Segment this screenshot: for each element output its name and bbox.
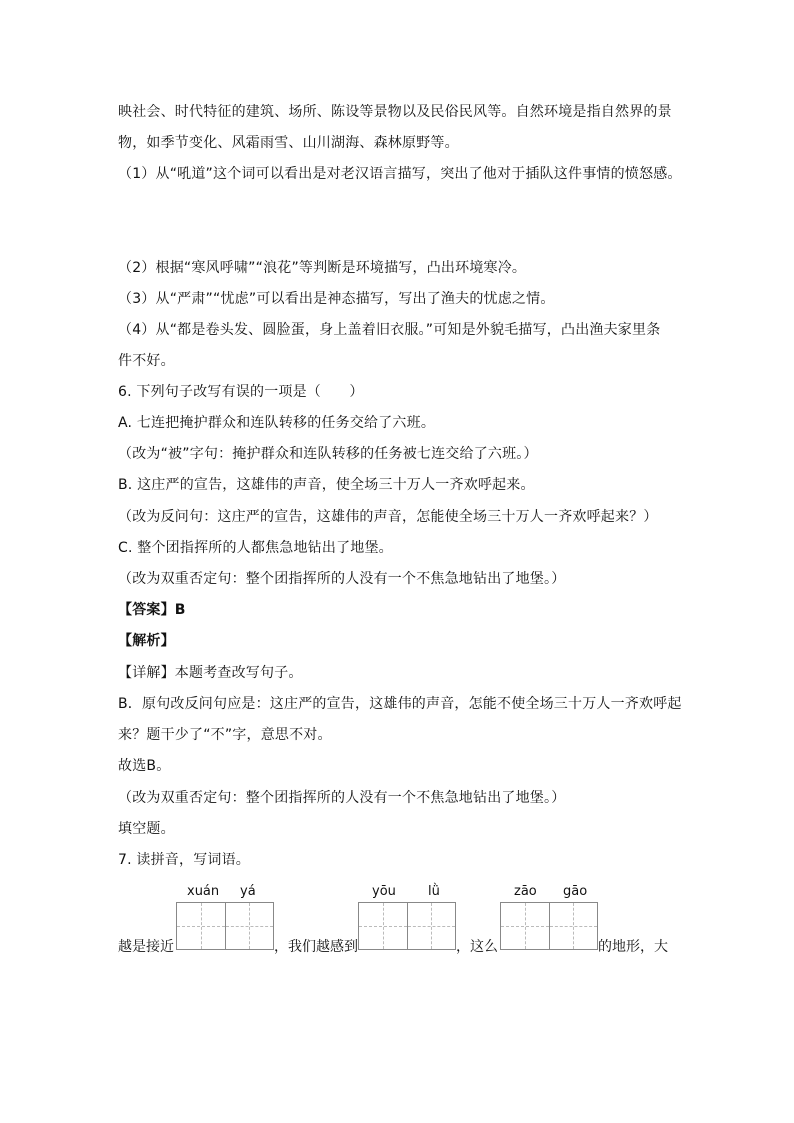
option-b: B. 这庄严的宣告，这雄伟的声音，使全场三十万人一齐欢呼起来。	[118, 477, 535, 493]
grid-cell[interactable]	[407, 903, 456, 949]
sentence-fragment: 越是接近	[118, 939, 174, 955]
analysis-item-2: （2）根据“寒风呼啸”“浪花”等判断是环境描写，凸出环境寒冷。	[118, 260, 527, 276]
text-line: 来？题干少了“不”字，意思不对。	[118, 727, 332, 743]
grid-cell[interactable]	[225, 903, 274, 949]
grid-cell[interactable]	[549, 903, 598, 949]
sentence-fragment: ，这么	[456, 939, 498, 955]
pinyin-label: zāo	[514, 884, 537, 899]
question-6-title: 6. 下列句子改写有误的一项是（ ）	[118, 384, 364, 400]
writing-grid[interactable]	[358, 902, 456, 950]
option-a: A. 七连把掩护群众和连队转移的任务交给了六班。	[118, 415, 436, 431]
text-line: B．原句改反问句应是：这庄严的宣告，这雄伟的声音，怎能不使全场三十万人一齐欢呼起	[118, 696, 682, 712]
analysis-item-1: （1）从“吼道”这个词可以看出是对老汉语言描写，突出了他对于插队这件事情的愤怒感。	[118, 166, 682, 182]
grid-cell[interactable]	[359, 903, 407, 949]
sentence-fragment: 的地形，大	[598, 939, 668, 955]
grid-cell[interactable]	[177, 903, 225, 949]
text-line: 物，如季节变化、风霜雨雪、山川湖海、森林原野等。	[118, 135, 459, 151]
option-c-rewrite: （改为双重否定句：整个团指挥所的人没有一个不焦急地钻出了地堡。）	[118, 571, 566, 587]
text-line: 件不好。	[118, 353, 175, 369]
pinyin-label: yá	[240, 884, 256, 899]
option-a-rewrite: （改为“被”字句：掩护群众和连队转移的任务被七连交给了六班。）	[118, 446, 538, 462]
detail-label: 【详解】本题考查改写句子。	[118, 665, 303, 681]
answer-label: 【答案】B	[118, 602, 186, 618]
writing-grid[interactable]	[176, 902, 274, 950]
writing-grid[interactable]	[500, 902, 598, 950]
text-line: 故选B。	[118, 758, 171, 774]
option-b-rewrite: （改为反问句：这庄严的宣告，这雄伟的声音，怎能使全场三十万人一齐欢呼起来？）	[118, 509, 658, 525]
analysis-item-4: （4）从“都是卷头发、圆脸蛋，身上盖着旧衣服。”可知是外貌毛描写，凸出渔夫家里条	[118, 322, 661, 338]
pinyin-label: xuán	[187, 884, 220, 899]
sentence-fragment: ，我们越感到	[274, 939, 358, 955]
question-7-title: 7. 读拼音，写词语。	[118, 852, 251, 868]
analysis-label: 【解析】	[118, 633, 175, 649]
pinyin-label: yōu	[372, 884, 396, 899]
section-label: 填空题。	[118, 821, 175, 837]
pinyin-label: gāo	[563, 884, 588, 899]
text-line: （改为双重否定句：整个团指挥所的人没有一个不焦急地钻出了地堡。）	[118, 790, 566, 806]
option-c: C. 整个团指挥所的人都焦急地钻出了地堡。	[118, 540, 393, 556]
grid-cell[interactable]	[501, 903, 549, 949]
text-line: 映社会、时代特征的建筑、场所、陈设等景物以及民俗民风等。自然环境是指自然界的景	[118, 104, 672, 120]
pinyin-label: lǜ	[428, 884, 440, 899]
analysis-item-3: （3）从“严肃”“忧虑”可以看出是神态描写，写出了渔夫的忧虑之情。	[118, 291, 555, 307]
